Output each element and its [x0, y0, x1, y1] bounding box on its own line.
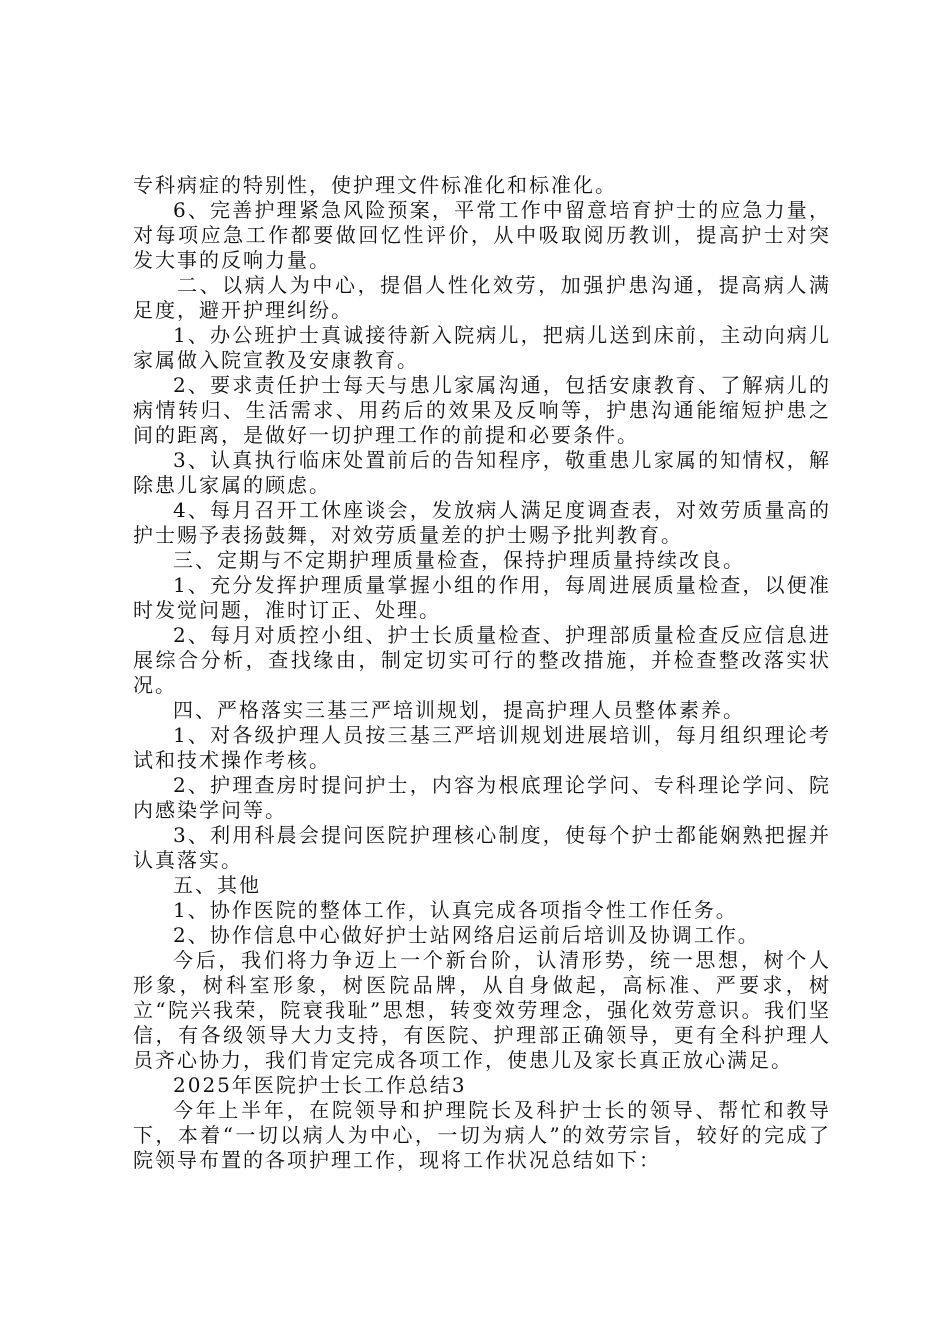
document-body: [133, 173, 831, 1173]
section-heading: 三、定期与不定期护理质量检查，保持护理质量持续改良。: [173, 548, 745, 572]
document-title: 2025年医院护士长工作总结3: [173, 1073, 467, 1097]
section-heading: 五、其他: [173, 873, 261, 897]
section-heading: 二、以病人为中心，提倡人性化效劳，加强护患沟通，提高病人满足度，避开护理纠纷。: [133, 273, 831, 322]
paragraph: 6、完善护理紧急风险预案，平常工作中留意培育护士的应急力量，对每项应急工作都要做回忆性评价，从中吸取阅历教训，提高护士对突发大事的反响力量。: [133, 198, 831, 272]
paragraph: 4、每月召开工休座谈会，发放病人满足度调查表，对效劳质量高的护士赐予表扬鼓舞，对效劳质量差的护士赐予批判教育。: [133, 498, 831, 547]
paragraph: 1、办公班护士真诚接待新入院病儿，把病儿送到床前，主动向病儿家属做入院宣教及安康教育。: [133, 323, 831, 372]
paragraph: 3、认真执行临床处置前后的告知程序，敬重患儿家属的知情权，解除患儿家属的顾虑。: [133, 448, 831, 497]
paragraph: 专科病症的特别性，使护理文件标准化和标准化。: [133, 173, 617, 197]
paragraph: 2、协作信息中心做好护士站网络启运前后培训及协调工作。: [173, 923, 760, 947]
paragraph: 今年上半年，在院领导和护理院长及科护士长的领导、帮忙和教导下，本着“一切以病人为中心，一切为病人”的效劳宗旨，较好的完成了院领导布置的各项护理工作，现将工作状况总结如下：: [133, 1098, 831, 1172]
paragraph: 1、充分发挥护理质量掌握小组的作用，每周进展质量检查，以便准时发觉问题，准时订正、处理。: [133, 573, 831, 622]
paragraph: 3、利用科晨会提问医院护理核心制度，使每个护士都能娴熟把握并认真落实。: [133, 823, 831, 872]
paragraph: 2、要求责任护士每天与患儿家属沟通，包括安康教育、了解病儿的病情转归、生活需求、用药后的效果及反响等，护患沟通能缩短护患之间的距离，是做好一切护理工作的前提和必要条件。: [133, 373, 831, 447]
paragraph: 1、对各级护理人员按三基三严培训规划进展培训，每月组织理论考试和技术操作考核。: [133, 723, 831, 772]
paragraph: 2、每月对质控小组、护士长质量检查、护理部质量检查反应信息进展综合分析，查找缘由，制定切实可行的整改措施，并检查整改落实状况。: [133, 623, 831, 697]
paragraph: 1、协作医院的整体工作，认真完成各项指令性工作任务。: [173, 898, 738, 922]
paragraph: 2、护理查房时提问护士，内容为根底理论学问、专科理论学问、院内感染学问等。: [133, 773, 831, 822]
paragraph: 今后，我们将力争迈上一个新台阶，认清形势，统一思想，树个人形象，树科室形象，树医院品牌，从自身做起，高标准、严要求，树立“院兴我荣，院衰我耻”思想，转变效劳理念，强化效劳意识。我们坚信，有各级领导大力支持，有医院、护理部正确领导，更有全科护理人员齐心协力，我们肯定完成各项工作，使患儿及家长真正放心满足。: [133, 948, 831, 1072]
section-heading: 四、严格落实三基三严培训规划，提高护理人员整体素养。: [173, 698, 745, 722]
